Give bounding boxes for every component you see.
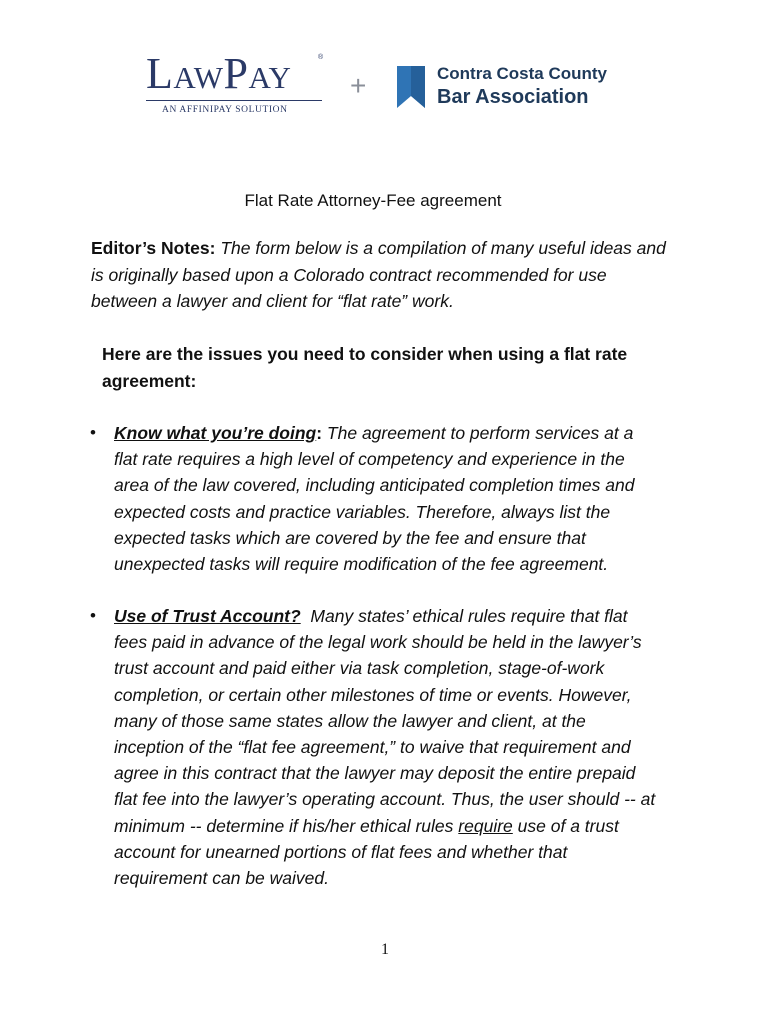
editor-notes	[91, 235, 671, 315]
bullet-text	[114, 420, 659, 577]
plus-sign: +	[350, 70, 367, 101]
bookmark-flag-icon	[397, 66, 425, 108]
registered-mark-icon: ®	[318, 54, 324, 61]
bullet-emphasis: require	[458, 815, 513, 836]
bullet-heading: Know what you’re doing	[114, 423, 317, 443]
lawpay-wordmark: LawPay	[146, 49, 292, 98]
bullet-colon: :	[316, 423, 323, 443]
bullet-heading: Use of Trust Account?	[114, 606, 301, 626]
document-title: Flat Rate Attorney-Fee agreement	[244, 191, 502, 210]
editor-notes-label: Editor’s Notes:	[91, 238, 216, 258]
bullet-body-after: use of a trust account for unearned portions of flat fees and whether that requirement can be waived.	[114, 815, 619, 889]
partner-name-line2: Bar Association	[437, 86, 589, 108]
bullet-body-before: Many states’ ethical rules require that flat fees paid in advance of the legal work should be held in the lawyer’s trust account and paid either via task completion, stage-of-work completion, or certain other milestones of time or events. However, many of those same states allow the lawyer and client, at the inception of the “flat fee agreement,” to waive that requirement and agree in this contract that the lawyer may deposit the entire prepaid flat fee into the lawyer’s operating account. Thus, the user should -- at minimum -- determine if his/her ethical rules	[114, 606, 656, 836]
lawpay-logo	[146, 49, 326, 115]
bullet-body: The agreement to perform services at a flat rate requires a high level of competency and experience in the area of the law covered, including anticipated completion times and expected costs and practice variables. Therefore, always list the expected tasks which are covered by the fee and ensure that unexpected tasks will require modification of the fee agreement.	[114, 423, 635, 575]
editor-notes-body: The form below is a compilation of many useful ideas and is originally based upon a Colorado contract recommended for use between a lawyer and client for “flat rate” work.	[91, 238, 666, 311]
partner-name-line1: Contra Costa County	[437, 64, 607, 83]
header-logos	[0, 0, 770, 130]
lawpay-tagline: AN AFFINIPAY SOLUTION	[162, 105, 288, 115]
bullet-icon: •	[90, 423, 96, 442]
bullet-text	[114, 603, 659, 891]
page-number: 1	[381, 941, 389, 958]
lawpay-divider	[146, 100, 322, 101]
bullet-icon: •	[90, 606, 96, 625]
issues-heading: Here are the issues you need to consider when using a flat rate agreement:	[102, 344, 628, 391]
